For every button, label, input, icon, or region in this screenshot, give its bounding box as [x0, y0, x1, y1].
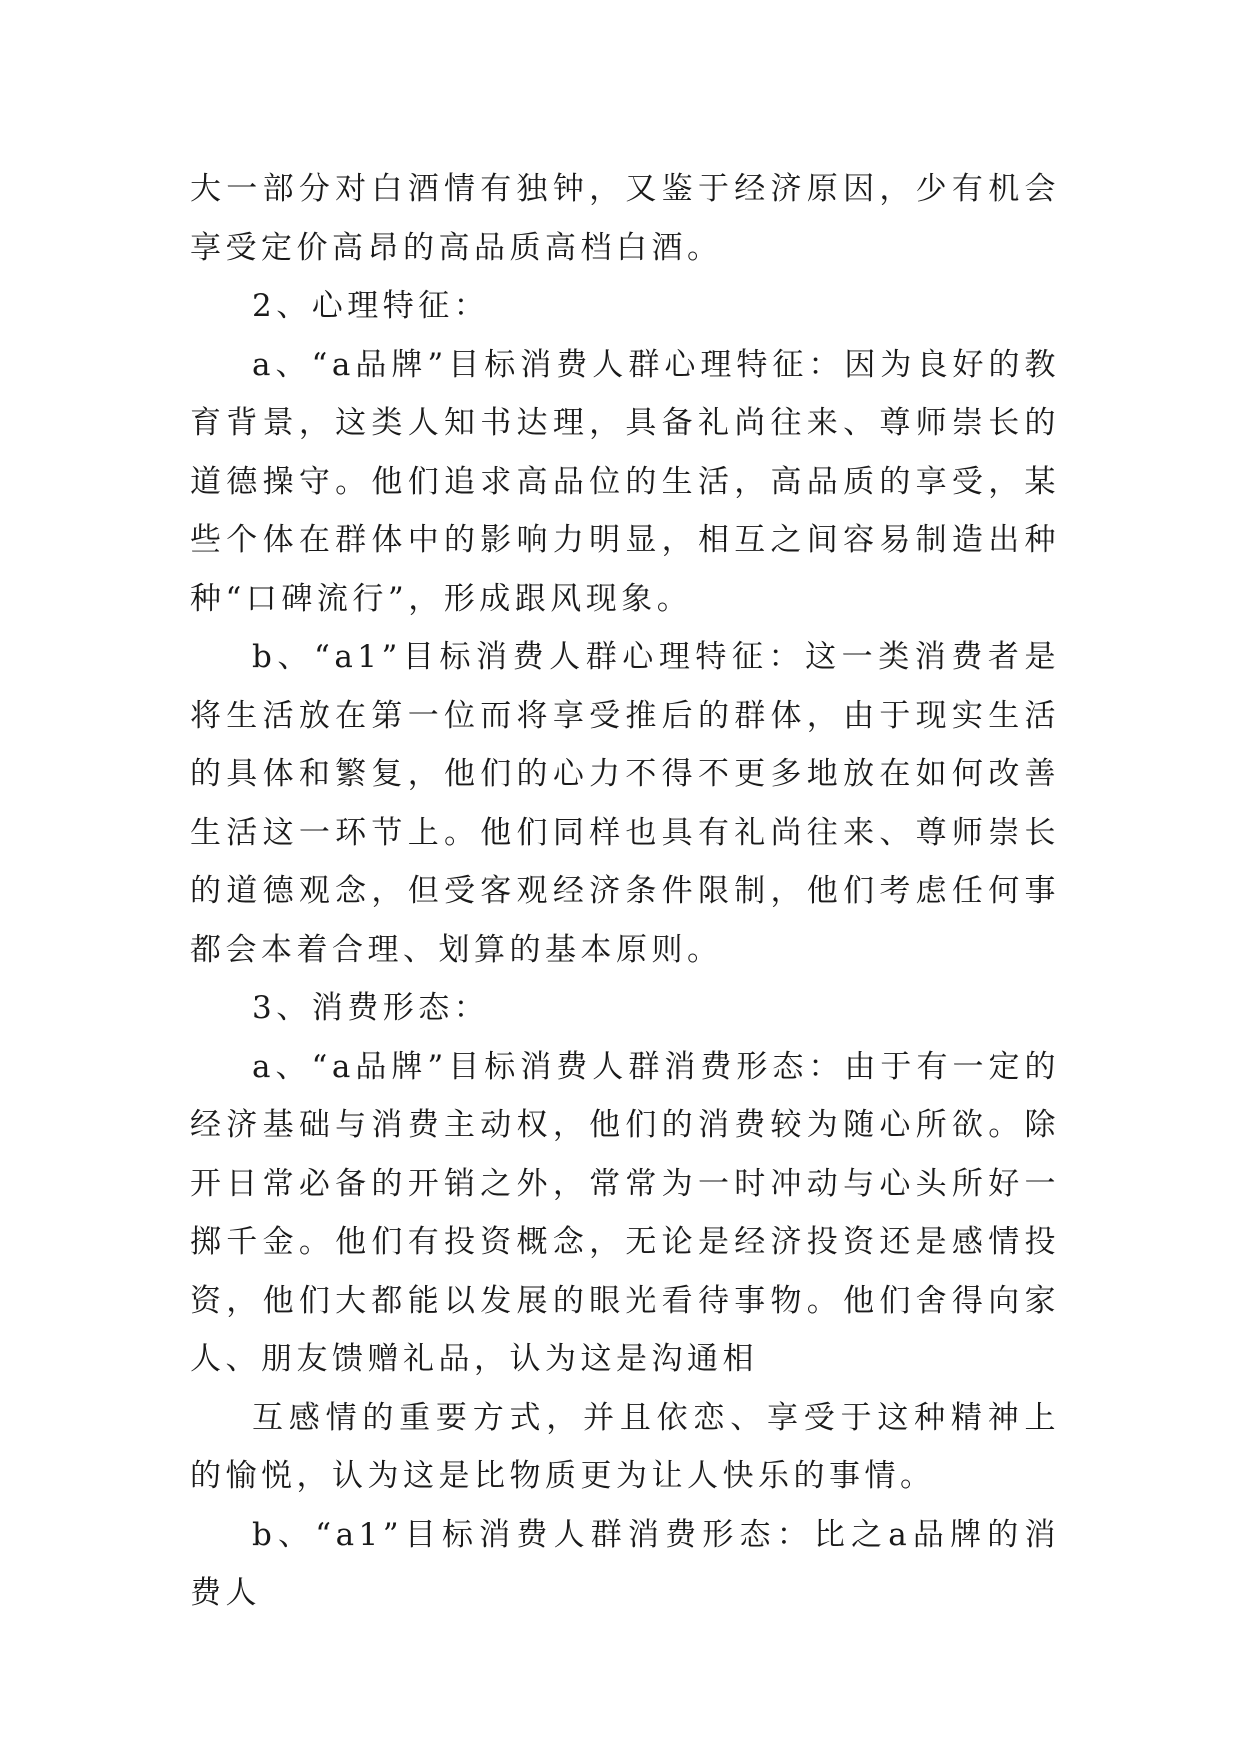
heading-consumption: 3、消费形态： [252, 990, 490, 1026]
heading-psychology: 2、心理特征： [252, 288, 490, 324]
paragraph-a-psychology: a、“a品牌”目标消费人群心理特征：因为良好的教育背景，这类人知书达理，具备礼尚往来、尊师崇长的道德操守。他们追求高品位的生活，高品质的享受，某些个体在群体中的影响力明显，相互之间容易制造出种种“口碑流行”，形成跟风现象。 [190, 346, 1060, 617]
paragraph-a-consumption: a、“a品牌”目标消费人群消费形态：由于有一定的经济基础与消费主动权，他们的消费较为随心所欲。除开日常必备的开销之外，常常为一时冲动与心头所好一掷千金。他们有投资概念，无论是经济投资还是感情投资，他们大都能以发展的眼光看待事物。他们舍得向家人、朋友馈赠礼品，认为这是沟通相 [190, 1048, 1060, 1377]
paragraph-a-consumption-cont: 互感情的重要方式，并且依恋、享受于这种精神上的愉悦，认为这是比物质更为让人快乐的事情。 [190, 1399, 1060, 1494]
paragraph-b-psychology: b、“a1”目标消费人群心理特征：这一类消费者是将生活放在第一位而将享受推后的群体，由于现实生活的具体和繁复，他们的心力不得不更多地放在如何改善生活这一环节上。他们同样也具有礼尚往来、尊师崇长的道德观念，但受客观经济条件限制，他们考虑任何事都会本着合理、划算的基本原则。 [190, 639, 1060, 968]
body-text [190, 160, 1060, 1623]
paragraph-continuation: 大一部分对白酒情有独钟，又鉴于经济原因，少有机会享受定价高昂的高品质高档白酒。 [190, 171, 1060, 266]
paragraph-b-consumption: b、“a1”目标消费人群消费形态：比之a品牌的消费人 [190, 1516, 1060, 1611]
